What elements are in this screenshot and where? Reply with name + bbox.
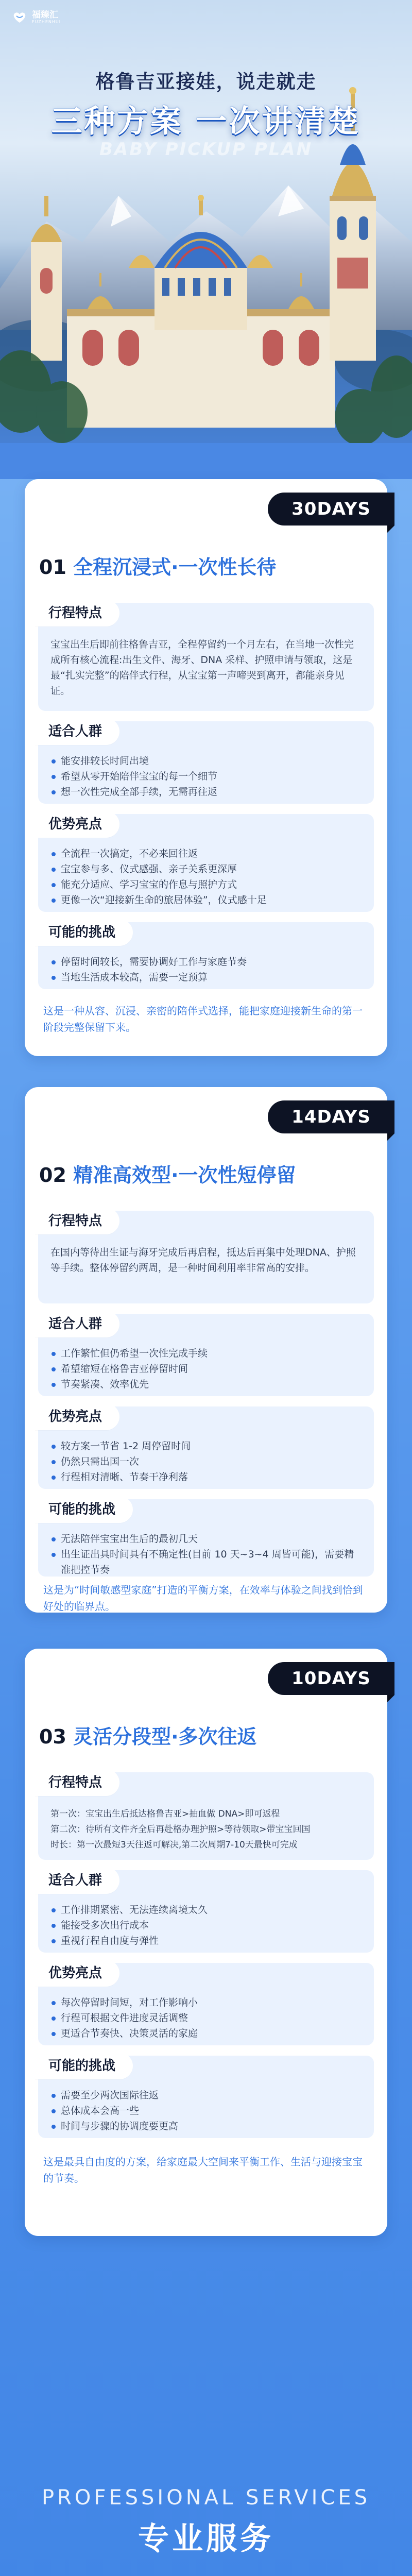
list-item: 能安排较长时间出境 bbox=[50, 753, 362, 769]
plan-card-2 bbox=[25, 1087, 387, 1613]
features-panel bbox=[38, 1772, 374, 1860]
hero-title-en: BABY PICKUP PLAN bbox=[99, 139, 313, 160]
features-panel bbox=[38, 1211, 374, 1303]
brand-heart-icon bbox=[11, 11, 28, 24]
panel-title: 优势亮点 bbox=[35, 811, 119, 838]
challenges-panel bbox=[38, 922, 374, 989]
plan-closing: 这是最具自由度的方案，给家庭最大空间来平衡工作、生活与迎接宝宝的节奏。 bbox=[43, 2156, 363, 2184]
challenges-list bbox=[50, 2088, 362, 2134]
services-title: 专业服务 bbox=[138, 2521, 274, 2557]
list-item: 希望从零开始陪伴宝宝的每一个细节 bbox=[50, 769, 362, 784]
brand-sub: FUZHENHUI bbox=[32, 20, 61, 24]
panel-title: 适合人群 bbox=[35, 1867, 119, 1894]
list-item: 更像一次“迎接新生命的旅居体验”，仪式感十足 bbox=[50, 892, 362, 908]
plan-closing: 这是一种从容、沉浸、亲密的陪伴式选择，能把家庭迎接新生命的第一阶段完整保留下来。 bbox=[43, 1005, 363, 1033]
challenges-list bbox=[50, 954, 362, 985]
features-line: 时长：第一次最短3天往返可解决,第二次周期7-10天最快可完成 bbox=[50, 1840, 298, 1850]
plan-card-3 bbox=[25, 1649, 387, 2236]
panel-title: 行程特点 bbox=[35, 1769, 119, 1796]
list-item: 无法陪伴宝宝出生后的最初几天 bbox=[50, 1531, 362, 1547]
list-item: 时间与步骤的协调度要更高 bbox=[50, 2119, 362, 2134]
hero-title: 三种方案 一次讲清楚 bbox=[51, 104, 361, 140]
features-text bbox=[50, 1806, 362, 1853]
features-text: 在国内等待出生证与海牙完成后再启程，抵达后再集中处理DNA、护照等手续。整体停留约两周，是一种时间利用率非常高的安排。 bbox=[50, 1247, 356, 1274]
list-item: 当地生活成本较高，需要一定预算 bbox=[50, 970, 362, 985]
advantages-list bbox=[50, 846, 362, 908]
days-badge: 30DAYS bbox=[268, 493, 394, 526]
list-item: 较方案一节省 1-2 周停留时间 bbox=[50, 1438, 362, 1454]
hero-subtitle: 格鲁吉亚接娃，说走就走 bbox=[95, 71, 317, 93]
audience-panel bbox=[38, 1870, 374, 1953]
plan-name: 灵活分段型·多次往返 bbox=[73, 1725, 257, 1748]
plan-card-1 bbox=[25, 479, 387, 1056]
panel-title: 行程特点 bbox=[35, 600, 119, 626]
panel-title: 可能的挑战 bbox=[35, 1496, 133, 1523]
days-badge: 14DAYS bbox=[268, 1100, 394, 1133]
plan-title bbox=[39, 1159, 296, 1188]
panel-title: 可能的挑战 bbox=[35, 2053, 133, 2079]
list-item: 停留时间较长，需要协调好工作与家庭节奏 bbox=[50, 954, 362, 970]
advantages-panel bbox=[38, 814, 374, 912]
list-item: 想一次性完成全部手续，无需再往返 bbox=[50, 784, 362, 800]
list-item: 工作排期紧密、无法连续离境太久 bbox=[50, 1902, 362, 1918]
list-item: 宝宝参与多、仪式感强、亲子关系更深厚 bbox=[50, 861, 362, 877]
list-item: 总体成本会高一些 bbox=[50, 2103, 362, 2119]
advantages-panel bbox=[38, 1963, 374, 2045]
advantages-panel bbox=[38, 1406, 374, 1489]
features-line: 第二次：待所有文件齐全后再赴格办理护照>等待领取>带宝宝回国 bbox=[50, 1824, 311, 1835]
hero-banner bbox=[0, 0, 412, 479]
list-item: 工作繁忙但仍希望一次性完成手续 bbox=[50, 1346, 362, 1361]
audience-list bbox=[50, 753, 362, 800]
challenges-panel bbox=[38, 2056, 374, 2138]
features-text: 宝宝出生后即前往格鲁吉亚，全程停留约一个月左右，在当地一次性完成所有核心流程:出生文件、海牙、DNA 采样、护照申请与领取，这是最“扎实完整”的陪伴式行程，从宝宝第一声啼哭到离开，都能亲身见证。 bbox=[50, 639, 354, 697]
plan-name: 全程沉浸式·一次性长待 bbox=[73, 556, 277, 579]
plan-number: 02 bbox=[39, 1164, 66, 1187]
list-item: 全流程一次搞定，不必来回往返 bbox=[50, 846, 362, 861]
challenges-list bbox=[50, 1531, 362, 1578]
panel-title: 行程特点 bbox=[35, 1208, 119, 1234]
plan-number: 03 bbox=[39, 1725, 66, 1748]
list-item: 能接受多次出行成本 bbox=[50, 1918, 362, 1933]
services-title-en: PROFESSIONAL SERVICES bbox=[41, 2486, 371, 2510]
brand-logo[interactable] bbox=[11, 10, 61, 25]
panel-title: 可能的挑战 bbox=[35, 919, 133, 946]
brand-name: 福臻汇 bbox=[32, 10, 58, 20]
advantages-list bbox=[50, 1995, 362, 2041]
challenges-panel bbox=[38, 1499, 374, 1577]
list-item: 能充分适应、学习宝宝的作息与照护方式 bbox=[50, 877, 362, 892]
plan-title bbox=[39, 551, 277, 580]
plan-title bbox=[39, 1721, 257, 1749]
plan-closing: 这是为“时间敏感型家庭”打造的平衡方案，在效率与体验之间找到恰到好处的临界点。 bbox=[43, 1584, 363, 1613]
list-item: 节奏紧凑、效率优先 bbox=[50, 1377, 362, 1392]
audience-panel bbox=[38, 721, 374, 804]
panel-title: 适合人群 bbox=[35, 1311, 119, 1337]
list-item: 需要至少两次国际往返 bbox=[50, 2088, 362, 2103]
days-badge: 10DAYS bbox=[268, 1662, 394, 1695]
panel-title: 优势亮点 bbox=[35, 1960, 119, 1987]
list-item: 希望缩短在格鲁吉亚停留时间 bbox=[50, 1361, 362, 1377]
plan-name: 精准高效型·一次性短停留 bbox=[73, 1164, 296, 1187]
audience-list bbox=[50, 1902, 362, 1948]
list-item: 出生证出具时间具有不确定性(目前 10 天~3~4 周皆可能)，需要精准把控节奏 bbox=[50, 1547, 362, 1578]
panel-title: 适合人群 bbox=[35, 718, 119, 745]
plan-number: 01 bbox=[39, 556, 66, 579]
panel-title: 优势亮点 bbox=[35, 1403, 119, 1430]
audience-panel bbox=[38, 1314, 374, 1396]
list-item: 更适合节奏快、决策灵活的家庭 bbox=[50, 2026, 362, 2041]
features-line: 第一次：宝宝出生后抵达格鲁吉亚>抽血做 DNA>即可返程 bbox=[50, 1809, 280, 1819]
audience-list bbox=[50, 1346, 362, 1392]
list-item: 行程相对清晰、节奏干净利落 bbox=[50, 1469, 362, 1485]
list-item: 重视行程自由度与弹性 bbox=[50, 1933, 362, 1948]
list-item: 仍然只需出国一次 bbox=[50, 1454, 362, 1469]
list-item: 行程可根据文件进度灵活调整 bbox=[50, 2010, 362, 2026]
list-item: 每次停留时间短，对工作影响小 bbox=[50, 1995, 362, 2010]
advantages-list bbox=[50, 1438, 362, 1485]
features-panel bbox=[38, 603, 374, 711]
